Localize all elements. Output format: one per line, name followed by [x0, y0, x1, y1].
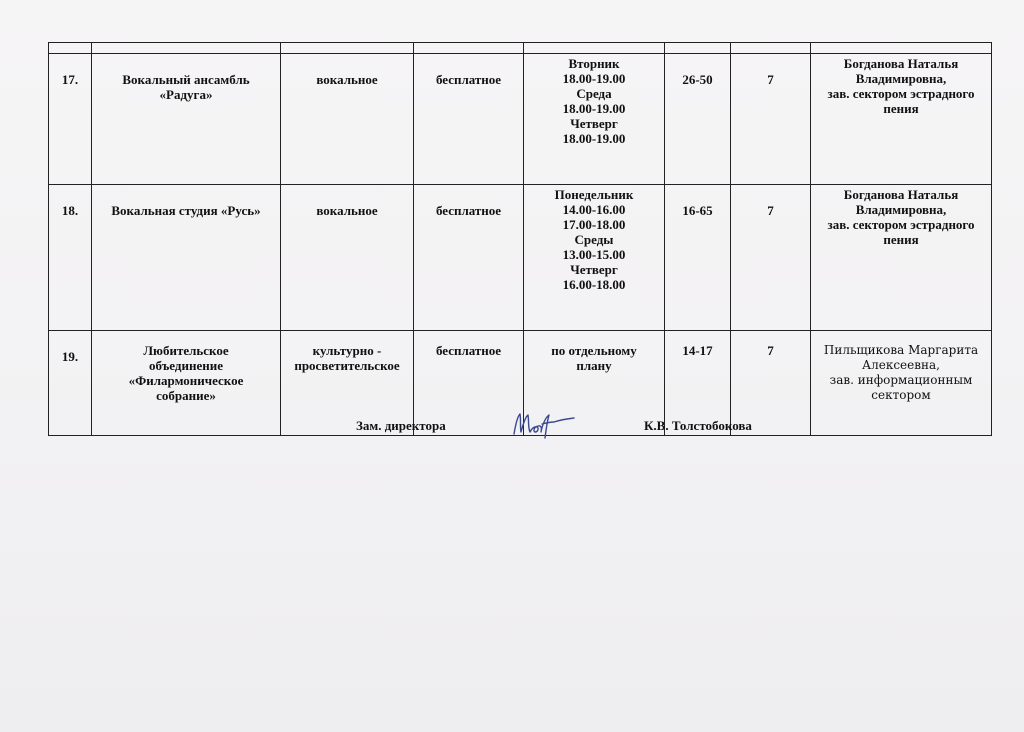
- row-number: 17.: [49, 54, 92, 185]
- responsible-cell: [811, 185, 992, 331]
- schedule-cell: [524, 54, 665, 185]
- schedule-line: по отдельному: [551, 343, 637, 358]
- signature-scribble-icon: [508, 408, 578, 444]
- payment-cell: бесплатное: [414, 185, 524, 331]
- handwritten-signature: [508, 408, 578, 448]
- responsible-line: пения: [883, 232, 919, 247]
- responsible-cell: [811, 54, 992, 185]
- schedule-line: 17.00-18.00: [562, 217, 626, 232]
- responsible-line: зав. информационным: [829, 373, 973, 387]
- direction-line: вокальное: [316, 72, 378, 87]
- table-row: [49, 54, 992, 185]
- direction-line: просветительское: [294, 358, 400, 373]
- signatory-name: К.В. Толстобокова: [644, 418, 752, 433]
- row-number: 18.: [49, 185, 92, 331]
- age-cell: 26-50: [665, 54, 731, 185]
- group-name-cell: [92, 185, 281, 331]
- responsible-line: сектором: [871, 388, 931, 402]
- count-cell: 7: [731, 54, 811, 185]
- schedule-cell: [524, 185, 665, 331]
- schedule-table: [48, 42, 992, 436]
- responsible-line: Алексеевна,: [862, 358, 940, 372]
- schedule-line: Четверг: [570, 262, 618, 277]
- schedule-line: 18.00-19.00: [562, 131, 626, 146]
- group-name-line: Вокальный ансамбль: [122, 72, 250, 87]
- responsible-line: зав. сектором эстрадного: [827, 217, 975, 232]
- signatory-position: Зам. директора: [356, 418, 446, 433]
- count-cell: 7: [731, 331, 811, 436]
- age-cell: 16-65: [665, 185, 731, 331]
- schedule-line: Четверг: [570, 116, 618, 131]
- group-name-line: «Филармоническое: [128, 373, 244, 388]
- schedule-line: Понедельник: [554, 187, 634, 202]
- table-row: [49, 185, 992, 331]
- payment-cell: бесплатное: [414, 54, 524, 185]
- row-number: 19.: [49, 331, 92, 436]
- group-name-cell: [92, 54, 281, 185]
- count-cell: 7: [731, 185, 811, 331]
- responsible-line: Богданова Наталья: [843, 187, 959, 202]
- responsible-line: зав. сектором эстрадного: [827, 86, 975, 101]
- group-name-line: Любительское: [143, 343, 229, 358]
- responsible-line: Владимировна,: [855, 71, 947, 86]
- schedule-line: 18.00-19.00: [562, 101, 626, 116]
- direction-cell: [281, 185, 414, 331]
- payment-cell: бесплатное: [414, 331, 524, 436]
- responsible-line: пения: [883, 101, 919, 116]
- responsible-line: Пильщикова Маргарита: [823, 343, 979, 357]
- direction-cell: [281, 54, 414, 185]
- responsible-line: Владимировна,: [855, 202, 947, 217]
- responsible-line: Богданова Наталья: [843, 56, 959, 71]
- group-name-line: собрание»: [156, 388, 216, 403]
- direction-line: культурно -: [312, 343, 382, 358]
- schedule-line: 16.00-18.00: [562, 277, 626, 292]
- signature-block: [0, 412, 1024, 452]
- schedule-line: Вторник: [568, 56, 620, 71]
- age-cell: 14-17: [665, 331, 731, 436]
- schedule-line: плану: [576, 358, 612, 373]
- group-name-line: «Радуга»: [159, 87, 213, 102]
- table-header-row-stub: [49, 43, 992, 54]
- direction-line: вокальное: [316, 203, 378, 218]
- schedule-line: Среды: [574, 232, 614, 247]
- schedule-line: 18.00-19.00: [562, 71, 626, 86]
- schedule-line: 13.00-15.00: [562, 247, 626, 262]
- schedule-line: 14.00-16.00: [562, 202, 626, 217]
- group-name-line: объединение: [149, 358, 223, 373]
- schedule-line: Среда: [576, 86, 612, 101]
- group-name-line: Вокальная студия «Русь»: [111, 203, 261, 218]
